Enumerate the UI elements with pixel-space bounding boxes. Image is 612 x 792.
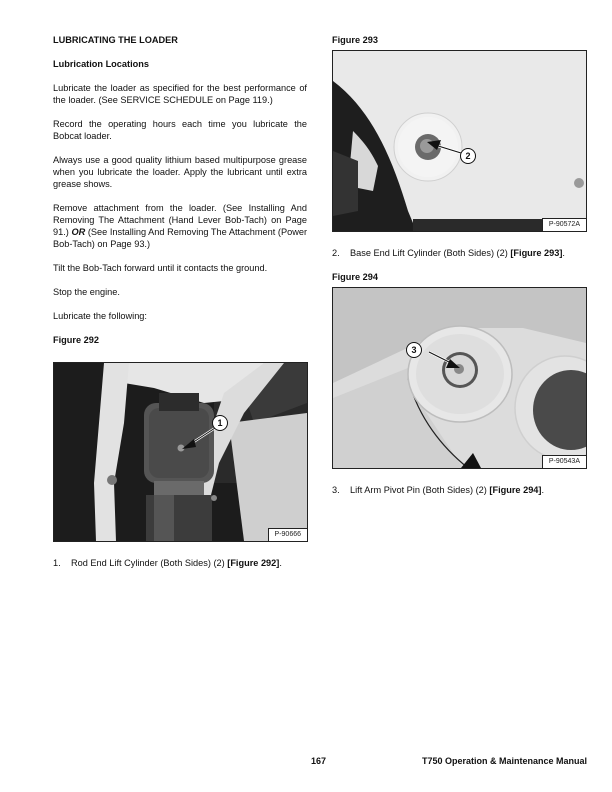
callout-3-arrow [333, 288, 586, 468]
step-3-desc: Lift Arm Pivot Pin (Both Sides) (2) [350, 485, 490, 495]
step-2-text [350, 247, 565, 259]
or-emphasis: OR [71, 227, 86, 237]
figure-292-photo [53, 362, 308, 542]
step-1-text [71, 557, 282, 569]
step-1-period: . [279, 558, 282, 568]
step-3-number: 3. [332, 485, 340, 495]
section-subtitle: Lubrication Locations [53, 59, 149, 69]
step-3-period: . [541, 485, 545, 495]
left-column [53, 34, 307, 352]
figure-293-code: P-90572A [542, 218, 586, 231]
paragraph-grease: Always use a good quality lithium based multipurpose grease when you lubricate the loader. Apply the lubricant until extra grease shows. [53, 155, 307, 189]
step-2 [332, 247, 586, 259]
manual-title: T750 Operation & Maintenance Manual [421, 756, 587, 766]
callout-3: 3 [406, 342, 422, 358]
step-1-desc: Rod End Lift Cylinder (Both Sides) (2) [71, 558, 228, 568]
step-2-figure-ref[interactable]: [Figure 293] [510, 248, 563, 258]
step-3-text [350, 484, 544, 496]
figure-294-label: Figure 294 [332, 272, 378, 282]
section-title: LUBRICATING THE LOADER [53, 35, 178, 45]
step-2-period: . [562, 248, 565, 258]
step-1-number: 1. [53, 558, 61, 568]
paragraph-lubricate: Lubricate the loader as specified for the best performance of the loader. (See SERVICE SCHEDULE on Page 119.) [53, 83, 307, 105]
step-1-figure-ref[interactable]: [Figure 292] [227, 558, 280, 568]
figure-294-code: P-90543A [542, 455, 586, 468]
remove-text-2: (See Installing And Removing The Attachment (Power Bob-Tach) on Page 93.) [53, 227, 308, 249]
figure-293-label: Figure 293 [332, 35, 378, 45]
step-1 [53, 557, 307, 569]
paragraph-record-hours: Record the operating hours each time you lubricate the Bobcat loader. [53, 119, 307, 141]
step-2-desc: Base End Lift Cylinder (Both Sides) (2) [350, 248, 511, 258]
remove-text-1: Remove attachment from the loader. (See Installing And Removing The Attachment (Hand Lever Bob-Tach) on Page 91.) [53, 203, 307, 237]
callout-1: 1 [212, 415, 228, 431]
step-3-figure-ref[interactable]: [Figure 294] [489, 485, 542, 495]
callout-2-arrow [333, 51, 586, 231]
figure-293-photo [332, 50, 587, 232]
paragraph-stop-engine: Stop the engine. [53, 287, 120, 297]
paragraph-remove-attachment [53, 202, 307, 250]
figure-292-code: P-90666 [268, 528, 307, 541]
figure-292-label: Figure 292 [53, 335, 99, 345]
callout-2: 2 [460, 148, 476, 164]
callout-1-arrow [54, 363, 307, 541]
paragraph-tilt: Tilt the Bob-Tach forward until it contacts the ground. [53, 263, 268, 273]
page-number: 167 [311, 756, 327, 766]
paragraph-lubricate-following: Lubricate the following: [53, 311, 147, 321]
figure-294-photo [332, 287, 587, 469]
step-3 [332, 484, 586, 496]
step-2-number: 2. [332, 248, 340, 258]
